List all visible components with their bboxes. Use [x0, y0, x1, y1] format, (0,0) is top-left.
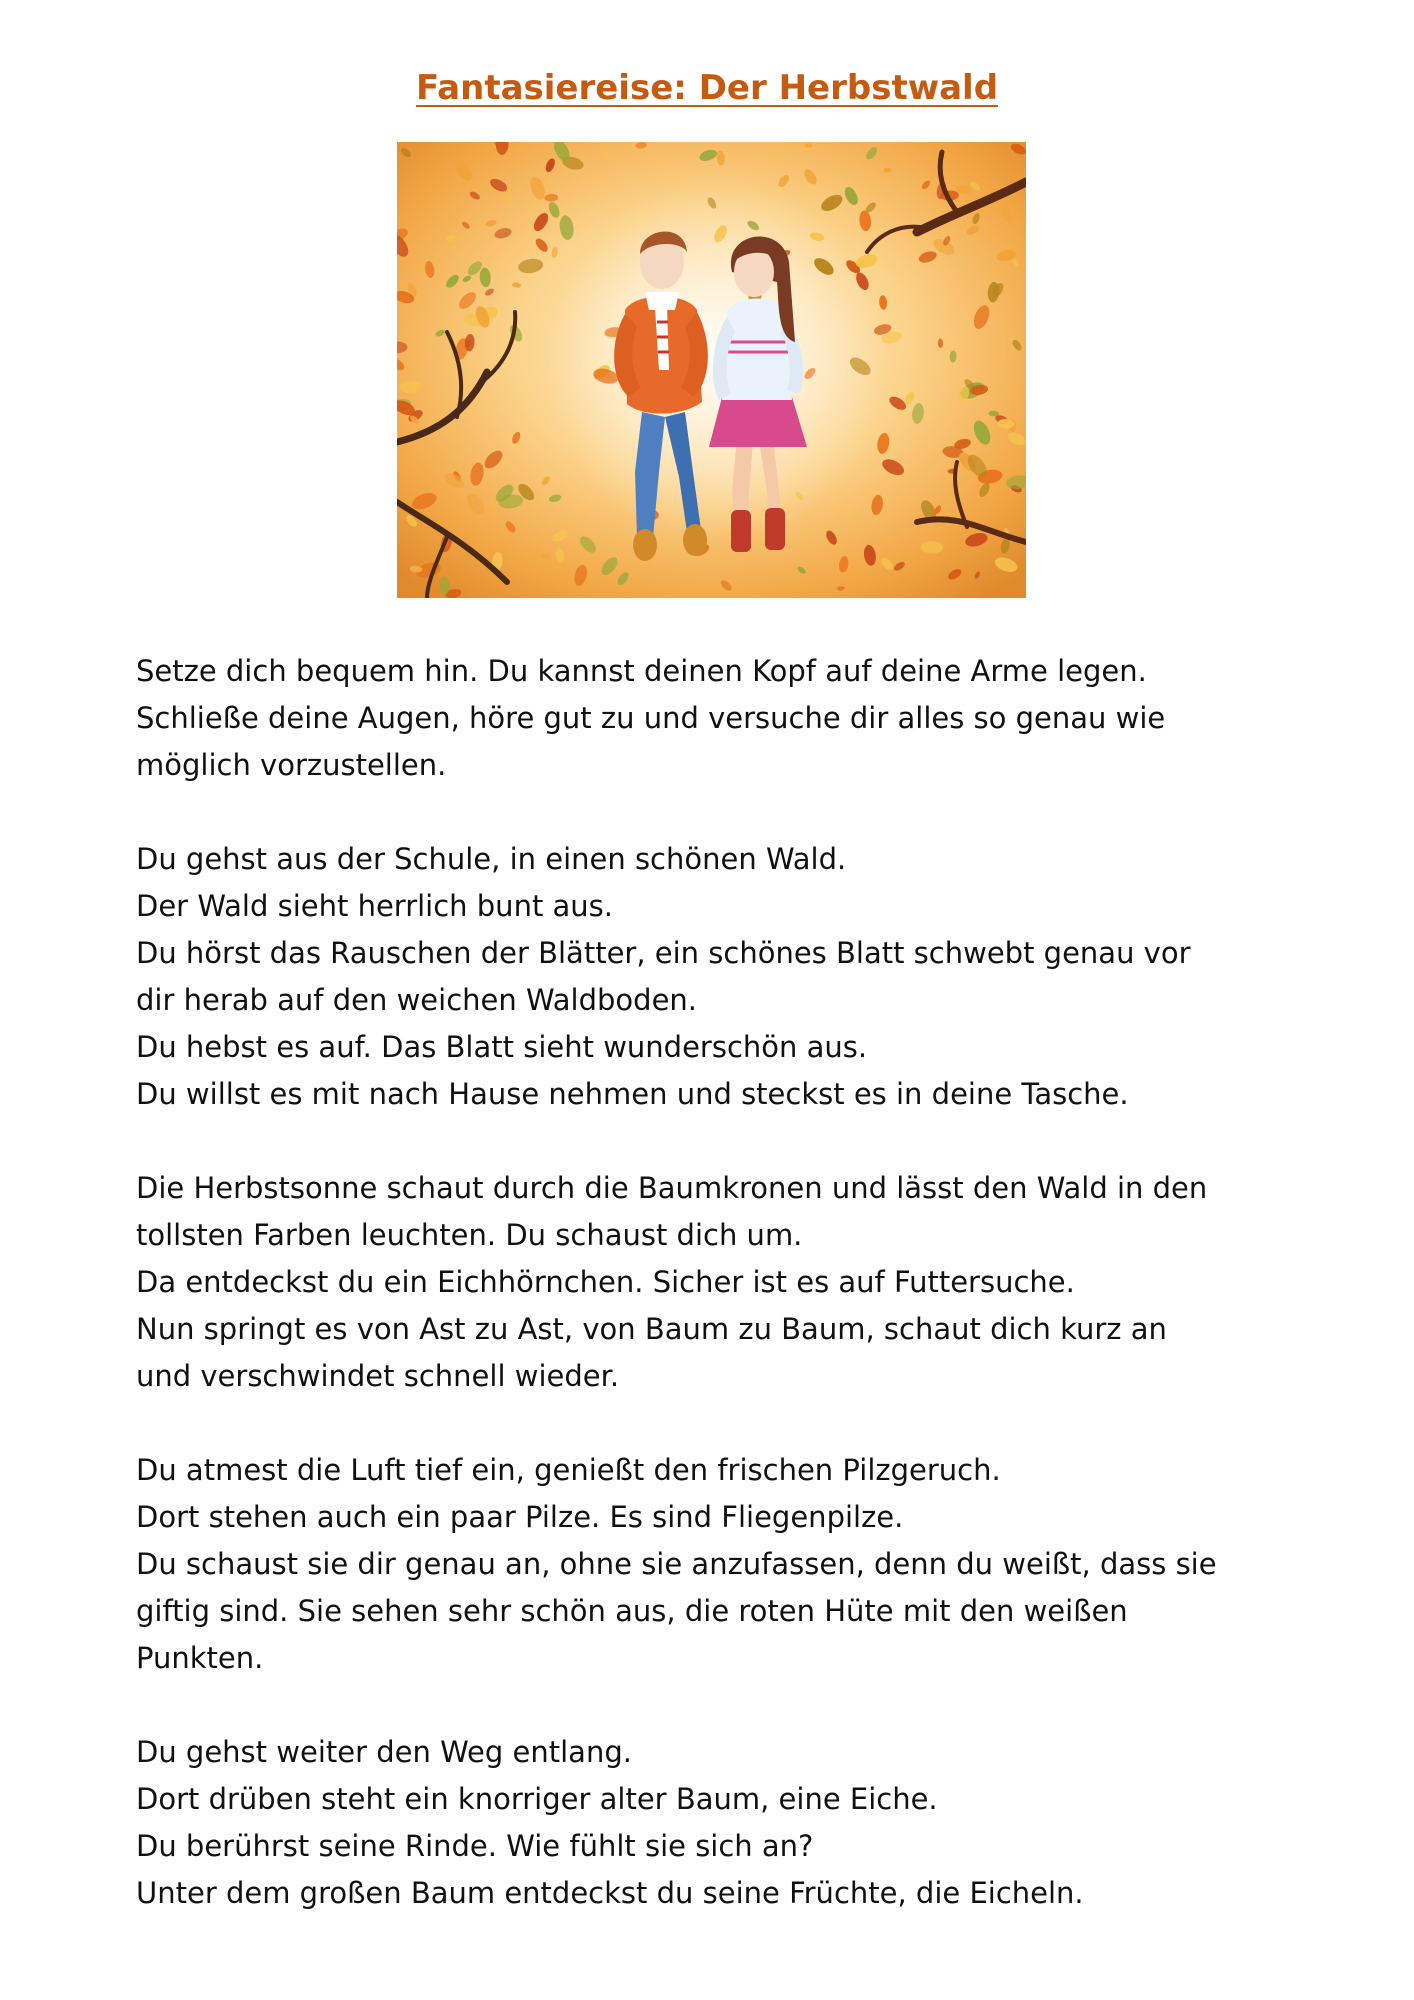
paragraph — [136, 1447, 1306, 1682]
page-title: Fantasiereise: Der Herbstwald — [415, 68, 999, 108]
text-line: Setze dich bequem hin. Du kannst deinen Kopf auf deine Arme legen. — [136, 654, 1147, 688]
text-line: Du atmest die Luft tief ein, genießt den frischen Pilzgeruch. — [136, 1453, 1001, 1487]
text-line: Da entdeckst du ein Eichhörnchen. Sicher ist es auf Futtersuche. — [136, 1265, 1075, 1299]
text-line: giftig sind. Sie sehen sehr schön aus, die roten Hüte mit den weißen — [136, 1594, 1128, 1628]
text-line: möglich vorzustellen. — [136, 748, 447, 782]
text-line: Der Wald sieht herrlich bunt aus. — [136, 889, 614, 923]
text-line: Du gehst aus der Schule, in einen schönen Wald. — [136, 842, 847, 876]
text-line: Dort stehen auch ein paar Pilze. Es sind Fliegenpilze. — [136, 1500, 904, 1534]
paragraph — [136, 836, 1306, 1118]
text-line: Unter dem großen Baum entdeckst du seine Früchte, die Eicheln. — [136, 1876, 1084, 1910]
text-line: dir herab auf den weichen Waldboden. — [136, 983, 698, 1017]
story-text — [136, 648, 1306, 1964]
text-line: Du willst es mit nach Hause nehmen und steckst es in deine Tasche. — [136, 1077, 1129, 1111]
text-line: Schließe deine Augen, höre gut zu und versuche dir alles so genau wie — [136, 701, 1166, 735]
text-line: Punkten. — [136, 1641, 264, 1675]
paragraph — [136, 648, 1306, 789]
paragraph — [136, 1729, 1306, 1917]
text-line: Du hebst es auf. Das Blatt sieht wunderschön aus. — [136, 1030, 868, 1064]
text-line: und verschwindet schnell wieder. — [136, 1359, 620, 1393]
text-line: Du berührst seine Rinde. Wie fühlt sie sich an? — [136, 1829, 814, 1863]
text-line: tollsten Farben leuchten. Du schaust dich um. — [136, 1218, 803, 1252]
text-line: Du hörst das Rauschen der Blätter, ein schönes Blatt schwebt genau vor — [136, 936, 1191, 970]
text-line: Du schaust sie dir genau an, ohne sie anzufassen, denn du weißt, dass sie — [136, 1547, 1217, 1581]
paragraph — [136, 1165, 1306, 1400]
autumn-couple-illustration-icon — [397, 142, 1026, 598]
text-line: Die Herbstsonne schaut durch die Baumkronen und lässt den Wald in den — [136, 1171, 1208, 1205]
text-line: Nun springt es von Ast zu Ast, von Baum zu Baum, schaut dich kurz an — [136, 1312, 1167, 1346]
text-line: Dort drüben steht ein knorriger alter Baum, eine Eiche. — [136, 1782, 938, 1816]
text-line: Du gehst weiter den Weg entlang. — [136, 1735, 632, 1769]
